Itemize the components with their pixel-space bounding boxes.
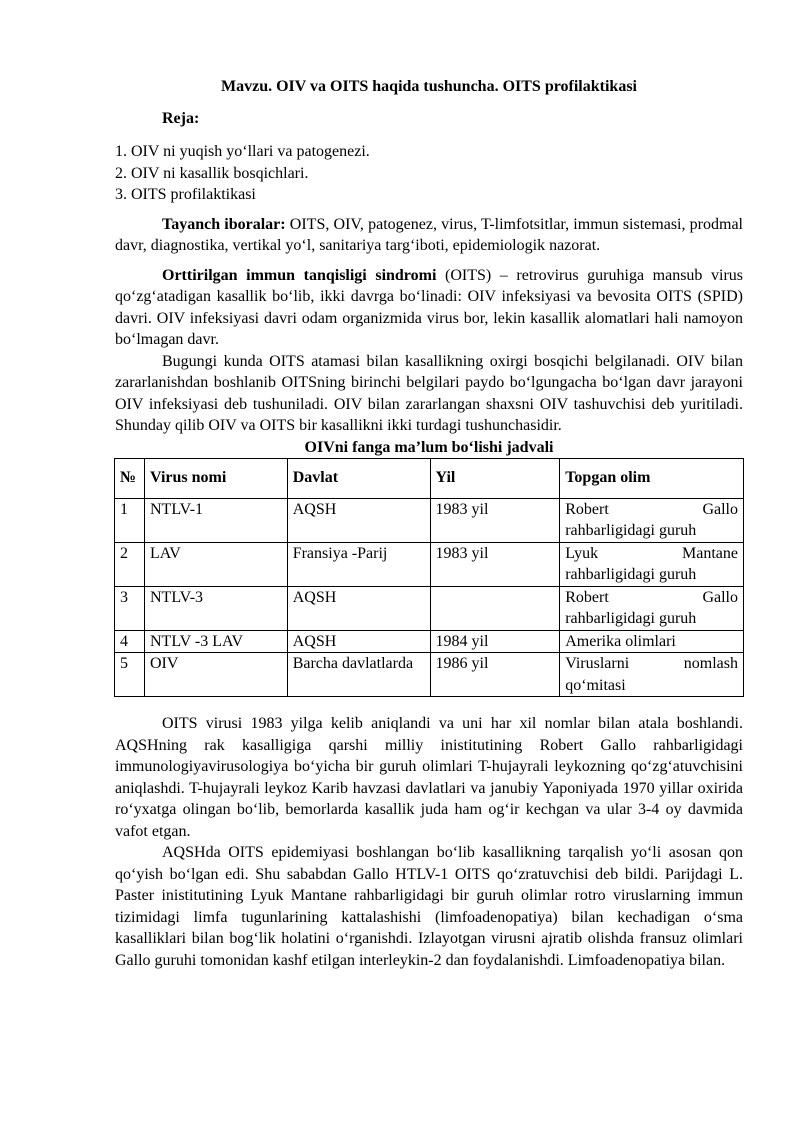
cell-number: 4 [115, 630, 145, 653]
paragraph-4: AQSHda OITS epidemiyasi boshlangan bo‘lib kasallikning tarqalish yo‘li asosan qon qo‘yish bo‘lgan edi. Shu sababdan Gallo HTLV-1 OITS qo‘zratuvchisi deb bildi. Parijdagi L. Paster inistitutining Lyuk Mantane rahbarligidagi bir guruh olimlar rotro viruslarning immun tizimidagi limfa tugunlarining kattalashishi (limfoadenopatiya) bilan kechadigan o‘sma kasalliklari bilan bog‘lik holatini o‘rganishdi. Izlayotgan virusni ajratib olishda fransuz olimlari Gallo guruhi tomonidan kashf etilgan interleykin-2 dan foydalanishdi. Limfoadenopatiya bilan. [115, 844, 743, 969]
cell-number: 5 [115, 653, 145, 697]
table-row [115, 542, 744, 586]
table-caption: OIVni fanga ma’lum bo‘lishi jadvali [304, 438, 554, 456]
paragraph-3: OITS virusi 1983 yilga kelib aniqlandi va uni har xil nomlar bilan atala boshlandi. AQSHning rak kasalligiga qarshi milliy inistitutining Robert Gallo rahbarligidagi immunologiyavirusologiya bo‘yicha bir guruh olimlari T-hujayrali leykozning qo‘zg‘atuvchisini aniqlashdi. T-hujayrali leykoz Karib havzasi davlatlari va janubiy Yaponiyada 1970 yillar oxirida ro‘yxatga olingan bo‘lib, bemorlarda kasallik juda ham og‘ir kechgan va ular 3-4 oy davmida vafot etgan. [115, 715, 743, 840]
intro-term: Orttirilgan immun tanqisligi sindromi [162, 266, 437, 284]
keywords-text: OITS, OIV, patogenez, virus, T-limfotsitlar, immun sistemasi, prodmal davr, diagnostika, vertikal yo‘l, sanitariya targ‘iboti, epidemiologik nazorat. [115, 215, 744, 254]
plan-list [115, 141, 743, 206]
cell-discoverer: Viruslarni nomlash qo‘mitasi [560, 653, 744, 697]
cell-virus-name: OIV [144, 653, 287, 697]
cell-country: AQSH [287, 498, 430, 542]
cell-number: 2 [115, 542, 145, 586]
virus-table [114, 458, 744, 698]
cell-year: 1986 yil [430, 653, 560, 697]
header-virus-name: Virus nomi [144, 458, 287, 498]
table-row [115, 630, 744, 653]
paragraph-2: Bugungi kunda OITS atamasi bilan kasallikning oxirgi bosqichi belgilanadi. OIV bilan zararlanishdan boshlanib OITSning birinchi belgilari paydo bo‘lgungacha bo‘lgan davr jarayoni OIV infeksiyasi deb tushuniladi. OIV bilan zararlangan shaxsni OIV tashuvchisi deb yuritiladi. Shunday qilib OIV va OITS bir kasallikni ikki turdagi tushunchasidir. [115, 352, 743, 434]
cell-number: 1 [115, 498, 145, 542]
cell-virus-name: LAV [144, 542, 287, 586]
cell-number: 3 [115, 586, 145, 630]
cell-discoverer: Amerika olimlari [560, 630, 744, 653]
plan-item: 3. OITS profilaktikasi [115, 186, 256, 203]
table-row [115, 586, 744, 630]
cell-year: 1984 yil [430, 630, 560, 653]
cell-discoverer: Lyuk Mantane rahbarligidagi guruh [560, 542, 744, 586]
keywords-paragraph [115, 214, 743, 257]
plan-item: 2. OIV ni kasallik bosqichlari. [115, 164, 309, 182]
header-year: Yil [430, 458, 560, 498]
header-number: № [115, 458, 145, 498]
intro-text: (OITS) – retrovirus guruhiga mansub virus qo‘zg‘atadigan kasallik bo‘lib, ikki davrga bo‘linadi: OIV infeksiyasi va bevosita OITS (SPID) davri. OIV infeksiyasi davri odam organizmida virus bor, lekin kasallik alomatlari hali namoyon bo‘lmagan davr. [115, 266, 744, 348]
cell-virus-name: NTLV-3 [144, 586, 287, 630]
header-country: Davlat [287, 458, 430, 498]
cell-country: Fransiya -Parij [287, 542, 430, 586]
table-row [115, 498, 744, 542]
cell-year: 1983 yil [430, 498, 560, 542]
intro-paragraph [115, 265, 743, 351]
cell-country: AQSH [287, 586, 430, 630]
keywords-label: Tayanch iboralar: [162, 215, 286, 233]
document-page [115, 70, 743, 971]
header-discoverer: Topgan olim [560, 458, 744, 498]
cell-discoverer: Robert Gallo rahbarligidagi guruh [560, 498, 744, 542]
table-header-row [115, 458, 744, 498]
plan-heading: Reja: [162, 109, 200, 127]
cell-virus-name: NTLV -3 LAV [144, 630, 287, 653]
cell-year [430, 586, 560, 630]
cell-country: Barcha davlatlarda [287, 653, 430, 697]
cell-year: 1983 yil [430, 542, 560, 586]
cell-virus-name: NTLV-1 [144, 498, 287, 542]
cell-discoverer: Robert Gallo rahbarligidagi guruh [560, 586, 744, 630]
cell-country: AQSH [287, 630, 430, 653]
document-title: Mavzu. OIV va OITS haqida tushuncha. OITS profilaktikasi [221, 78, 637, 95]
table-row [115, 653, 744, 697]
plan-item: 1. OIV ni yuqish yo‘llari va patogenezi. [115, 143, 370, 160]
